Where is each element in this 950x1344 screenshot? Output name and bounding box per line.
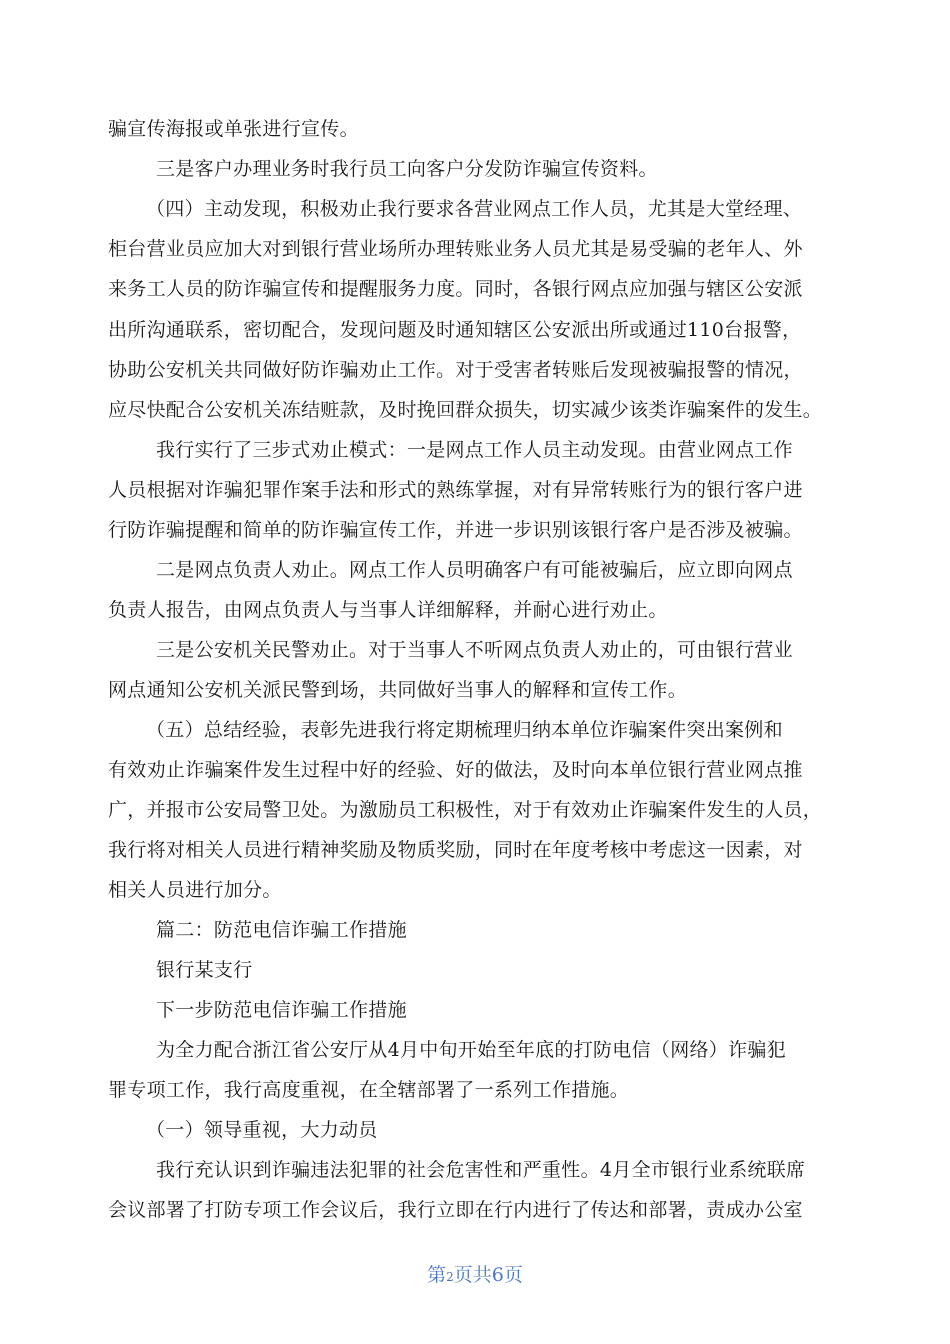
- text-line: 我行充认识到诈骗违法犯罪的社会危害性和严重性。4月全市银行业系统联席: [156, 1159, 806, 1181]
- text-line: 三是客户办理业务时我行员工向客户分发防诈骗宣传资料。: [156, 158, 658, 180]
- text-line: 骗宣传海报或单张进行宣传。: [108, 118, 359, 140]
- text-line: 罪专项工作，我行高度重视，在全辖部署了一系列工作措施。: [108, 1079, 630, 1101]
- text-line: 出所沟通联系，密切配合，发现问题及时通知辖区公安派出所或通过110台报警，: [108, 319, 802, 341]
- text-line: 为全力配合浙江省公安厅从4月中旬开始至年底的打防电信（网络）诈骗犯: [156, 1039, 786, 1061]
- text-line: （一）领导重视，大力动员: [146, 1119, 378, 1141]
- text-line: （四）主动发现，积极劝止我行要求各营业网点工作人员，尤其是大堂经理、: [146, 198, 803, 220]
- text-line: 我行将对相关人员进行精神奖励及物质奖励，同时在年度考核中考虑这一因素，对: [108, 839, 803, 861]
- page-footer: [0, 1260, 950, 1287]
- text-line: 人员根据对诈骗犯罪作案手法和形式的熟练掌握，对有异常转账行为的银行客户进: [108, 479, 803, 501]
- text-line: 协助公安机关共同做好防诈骗劝止工作。对于受害者转账后发现被骗报警的情况，: [108, 359, 803, 381]
- text-line: 篇二：防范电信诈骗工作措施: [156, 919, 407, 941]
- text-line: 柜台营业员应加大对到银行营业场所办理转账业务人员尤其是易受骗的老年人、外: [108, 238, 803, 260]
- text-line: 行防诈骗提醒和简单的防诈骗宣传工作，并进一步识别该银行客户是否涉及被骗。: [108, 519, 803, 541]
- text-line: 二是网点负责人劝止。网点工作人员明确客户有可能被骗后，应立即向网点: [156, 559, 793, 581]
- text-line: 网点通知公安机关派民警到场，共同做好当事人的解释和宣传工作。: [108, 679, 688, 701]
- text-line: 下一步防范电信诈骗工作措施: [156, 999, 407, 1021]
- text-line: （五）总结经验，表彰先进我行将定期梳理归纳本单位诈骗案件突出案例和: [146, 719, 783, 741]
- text-line: 相关人员进行加分。: [108, 879, 282, 901]
- text-line: 我行实行了三步式劝止模式：一是网点工作人员主动发现。由营业网点工作: [156, 439, 793, 461]
- text-line: 银行某支行: [156, 959, 253, 981]
- text-line: 负责人报告，由网点负责人与当事人详细解释，并耐心进行劝止。: [108, 599, 668, 621]
- text-line: 来务工人员的防诈骗宣传和提醒服务力度。同时，各银行网点应加强与辖区公安派: [108, 278, 803, 300]
- text-line: 应尽快配合公安机关冻结赃款，及时挽回群众损失，切实减少该类诈骗案件的发生。: [108, 399, 823, 421]
- page-footer-suffix: 页共6页: [453, 1264, 523, 1286]
- page-number: 2: [446, 1270, 454, 1284]
- text-line: 广，并报市公安局警卫处。为激励员工积极性，对于有效劝止诈骗案件发生的人员，: [108, 799, 823, 821]
- text-line: 会议部署了打防专项工作会议后，我行立即在行内进行了传达和部署，责成办公室: [108, 1199, 803, 1221]
- text-line: 三是公安机关民警劝止。对于当事人不听网点负责人劝止的，可由银行营业: [156, 639, 793, 661]
- page-footer-prefix: 第: [427, 1264, 447, 1286]
- text-line: 有效劝止诈骗案件发生过程中好的经验、好的做法，及时向本单位银行营业网点推: [108, 759, 803, 781]
